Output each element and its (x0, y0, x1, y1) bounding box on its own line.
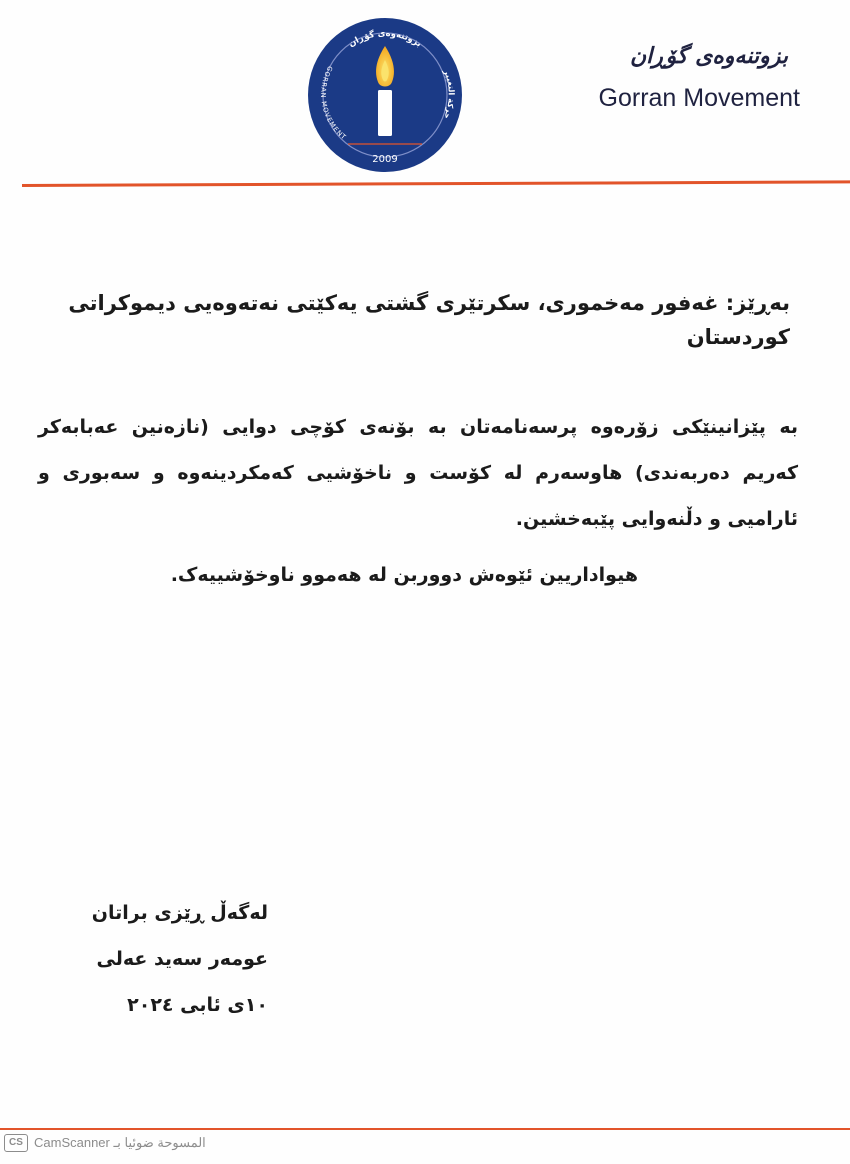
footer-divider (0, 1128, 850, 1130)
brand-name-kurdish: بزوتنەوەی گۆڕان (629, 44, 788, 69)
header-divider (22, 180, 850, 187)
gorran-logo (306, 16, 464, 174)
logo-arc-text-left: GORRAN MOVEMENT (319, 64, 349, 142)
letter-wish: هیواداریین ئێوەش دووربن لە هەموو ناوخۆشییەک. (170, 564, 638, 586)
signer-name: عومەر سەید عەلی (96, 948, 268, 970)
logo-arc-text-right: حركة التغيير (441, 68, 456, 121)
letter-closing (48, 890, 268, 1028)
camscanner-text: CamScanner المسوحة ضوئيا بـ (34, 1135, 206, 1150)
brand-name-english: Gorran Movement (598, 84, 800, 112)
gorran-logo-emblem (306, 16, 464, 174)
letter-salutation: بەڕێز: غەفور مەخموری، سکرتێری گشتی یەکێتی نەتەوەیی دیموکراتی کوردستان (68, 291, 790, 349)
camscanner-watermark (4, 1134, 206, 1152)
candle-icon (378, 90, 392, 136)
camscanner-badge: CS (4, 1134, 28, 1152)
logo-arc-text-top: بزوتنەوەی گۆڕان (346, 28, 424, 50)
letter-date: ١٠ی ئابی ٢٠٢٤ (127, 994, 268, 1016)
logo-year: 2009 (372, 154, 398, 165)
letter-body: بە پێزانینێکی زۆرەوە پرسەنامەتان بە بۆنەی کۆچی دوایی (نازەنین عەبابەکر کەریم دەربەندی) هاوسەرم لە کۆست و ناخۆشیی کەمکردینەوە و سەبوری و ئارامیی و دڵنەوایی پێبەخشین. (38, 416, 798, 530)
closing-regards: لەگەڵ ڕێزی براتان (91, 902, 268, 924)
